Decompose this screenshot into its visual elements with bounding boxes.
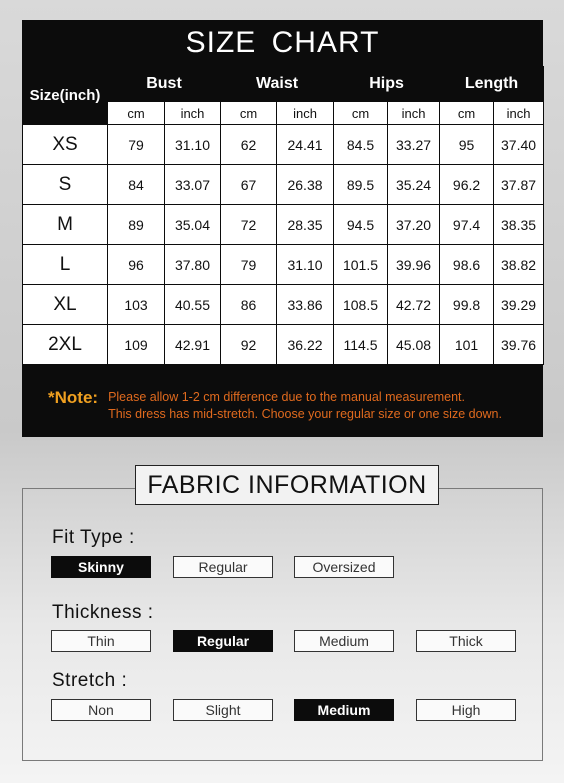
measurement-cell: 79 xyxy=(221,245,277,285)
table-row xyxy=(23,285,544,325)
table-row xyxy=(23,165,544,205)
thickness-option-regular[interactable]: Regular xyxy=(173,630,273,652)
stretch-option-slight[interactable]: Slight xyxy=(173,699,273,721)
size-cell: S xyxy=(23,165,108,205)
measurement-cell: 72 xyxy=(221,205,277,245)
measurement-cell: 97.4 xyxy=(440,205,494,245)
measurement-cell: 108.5 xyxy=(334,285,388,325)
measurement-cell: 96 xyxy=(108,245,165,285)
measurement-cell: 67 xyxy=(221,165,277,205)
thickness-option-thick[interactable]: Thick xyxy=(416,630,516,652)
measurement-cell: 94.5 xyxy=(334,205,388,245)
note-label: *Note: xyxy=(48,388,99,407)
measurement-cell: 38.82 xyxy=(494,245,544,285)
measurement-cell: 33.07 xyxy=(165,165,221,205)
measurement-cell: 33.86 xyxy=(277,285,334,325)
measurement-cell: 39.29 xyxy=(494,285,544,325)
measurement-note xyxy=(22,381,543,437)
measurement-cell: 109 xyxy=(108,325,165,365)
table-row xyxy=(23,245,544,285)
measurement-cell: 37.80 xyxy=(165,245,221,285)
measurement-cell: 42.91 xyxy=(165,325,221,365)
fit-type-option-skinny[interactable]: Skinny xyxy=(51,556,151,578)
table-row xyxy=(23,125,544,165)
measurement-cell: 101.5 xyxy=(334,245,388,285)
size-cell: L xyxy=(23,245,108,285)
measurement-cell: 84.5 xyxy=(334,125,388,165)
measurement-cell: 39.96 xyxy=(388,245,440,285)
fit-type-label: Fit Type : xyxy=(52,527,135,548)
measurement-cell: 99.8 xyxy=(440,285,494,325)
fit-type-option-regular[interactable]: Regular xyxy=(173,556,273,578)
size-cell: XS xyxy=(23,125,108,165)
measurement-cell: 98.6 xyxy=(440,245,494,285)
thickness-label: Thickness : xyxy=(52,602,154,623)
measurement-cell: 84 xyxy=(108,165,165,205)
measurement-cell: 42.72 xyxy=(388,285,440,325)
unit-inch: inch xyxy=(165,102,221,125)
unit-cm: cm xyxy=(221,102,277,125)
bust-header: Bust xyxy=(108,67,221,102)
unit-cm: cm xyxy=(108,102,165,125)
table-row xyxy=(23,205,544,245)
size-cell: 2XL xyxy=(23,325,108,365)
measurement-cell: 36.22 xyxy=(277,325,334,365)
measurement-cell: 31.10 xyxy=(165,125,221,165)
measurement-cell: 40.55 xyxy=(165,285,221,325)
unit-cm: cm xyxy=(440,102,494,125)
stretch-option-medium[interactable]: Medium xyxy=(294,699,394,721)
length-header: Length xyxy=(440,67,544,102)
measurement-cell: 89 xyxy=(108,205,165,245)
measurement-cell: 92 xyxy=(221,325,277,365)
measurement-cell: 101 xyxy=(440,325,494,365)
note-line: This dress has mid-stretch. Choose your regular size or one size down. xyxy=(108,407,502,421)
measurement-cell: 37.20 xyxy=(388,205,440,245)
measurement-cell: 45.08 xyxy=(388,325,440,365)
stretch-option-high[interactable]: High xyxy=(416,699,516,721)
measurement-cell: 95 xyxy=(440,125,494,165)
size-table xyxy=(22,66,544,365)
size-chart-title: SIZE CHART xyxy=(185,26,380,59)
size-header: Size(inch) xyxy=(23,67,108,125)
measurement-cell: 24.41 xyxy=(277,125,334,165)
thickness-option-thin[interactable]: Thin xyxy=(51,630,151,652)
measurement-cell: 38.35 xyxy=(494,205,544,245)
measurement-cell: 62 xyxy=(221,125,277,165)
fabric-info-title: FABRIC INFORMATION xyxy=(135,465,439,505)
hips-header: Hips xyxy=(334,67,440,102)
fit-type-option-oversized[interactable]: Oversized xyxy=(294,556,394,578)
stretch-option-non[interactable]: Non xyxy=(51,699,151,721)
measurement-cell: 39.76 xyxy=(494,325,544,365)
measurement-cell: 28.35 xyxy=(277,205,334,245)
unit-inch: inch xyxy=(388,102,440,125)
size-cell: M xyxy=(23,205,108,245)
measurement-cell: 86 xyxy=(221,285,277,325)
measurement-cell: 96.2 xyxy=(440,165,494,205)
thickness-option-medium[interactable]: Medium xyxy=(294,630,394,652)
waist-header: Waist xyxy=(221,67,334,102)
measurement-cell: 26.38 xyxy=(277,165,334,205)
measurement-cell: 37.87 xyxy=(494,165,544,205)
measurement-cell: 37.40 xyxy=(494,125,544,165)
size-cell: XL xyxy=(23,285,108,325)
measurement-cell: 33.27 xyxy=(388,125,440,165)
size-chart xyxy=(22,20,543,437)
note-line: Please allow 1-2 cm difference due to the manual measurement. xyxy=(108,390,465,404)
measurement-cell: 114.5 xyxy=(334,325,388,365)
stretch-label: Stretch : xyxy=(52,670,128,691)
measurement-cell: 31.10 xyxy=(277,245,334,285)
measurement-cell: 35.04 xyxy=(165,205,221,245)
measurement-cell: 79 xyxy=(108,125,165,165)
table-row xyxy=(23,325,544,365)
measurement-cell: 89.5 xyxy=(334,165,388,205)
measurement-cell: 35.24 xyxy=(388,165,440,205)
measurement-cell: 103 xyxy=(108,285,165,325)
unit-inch: inch xyxy=(494,102,544,125)
unit-inch: inch xyxy=(277,102,334,125)
unit-cm: cm xyxy=(334,102,388,125)
